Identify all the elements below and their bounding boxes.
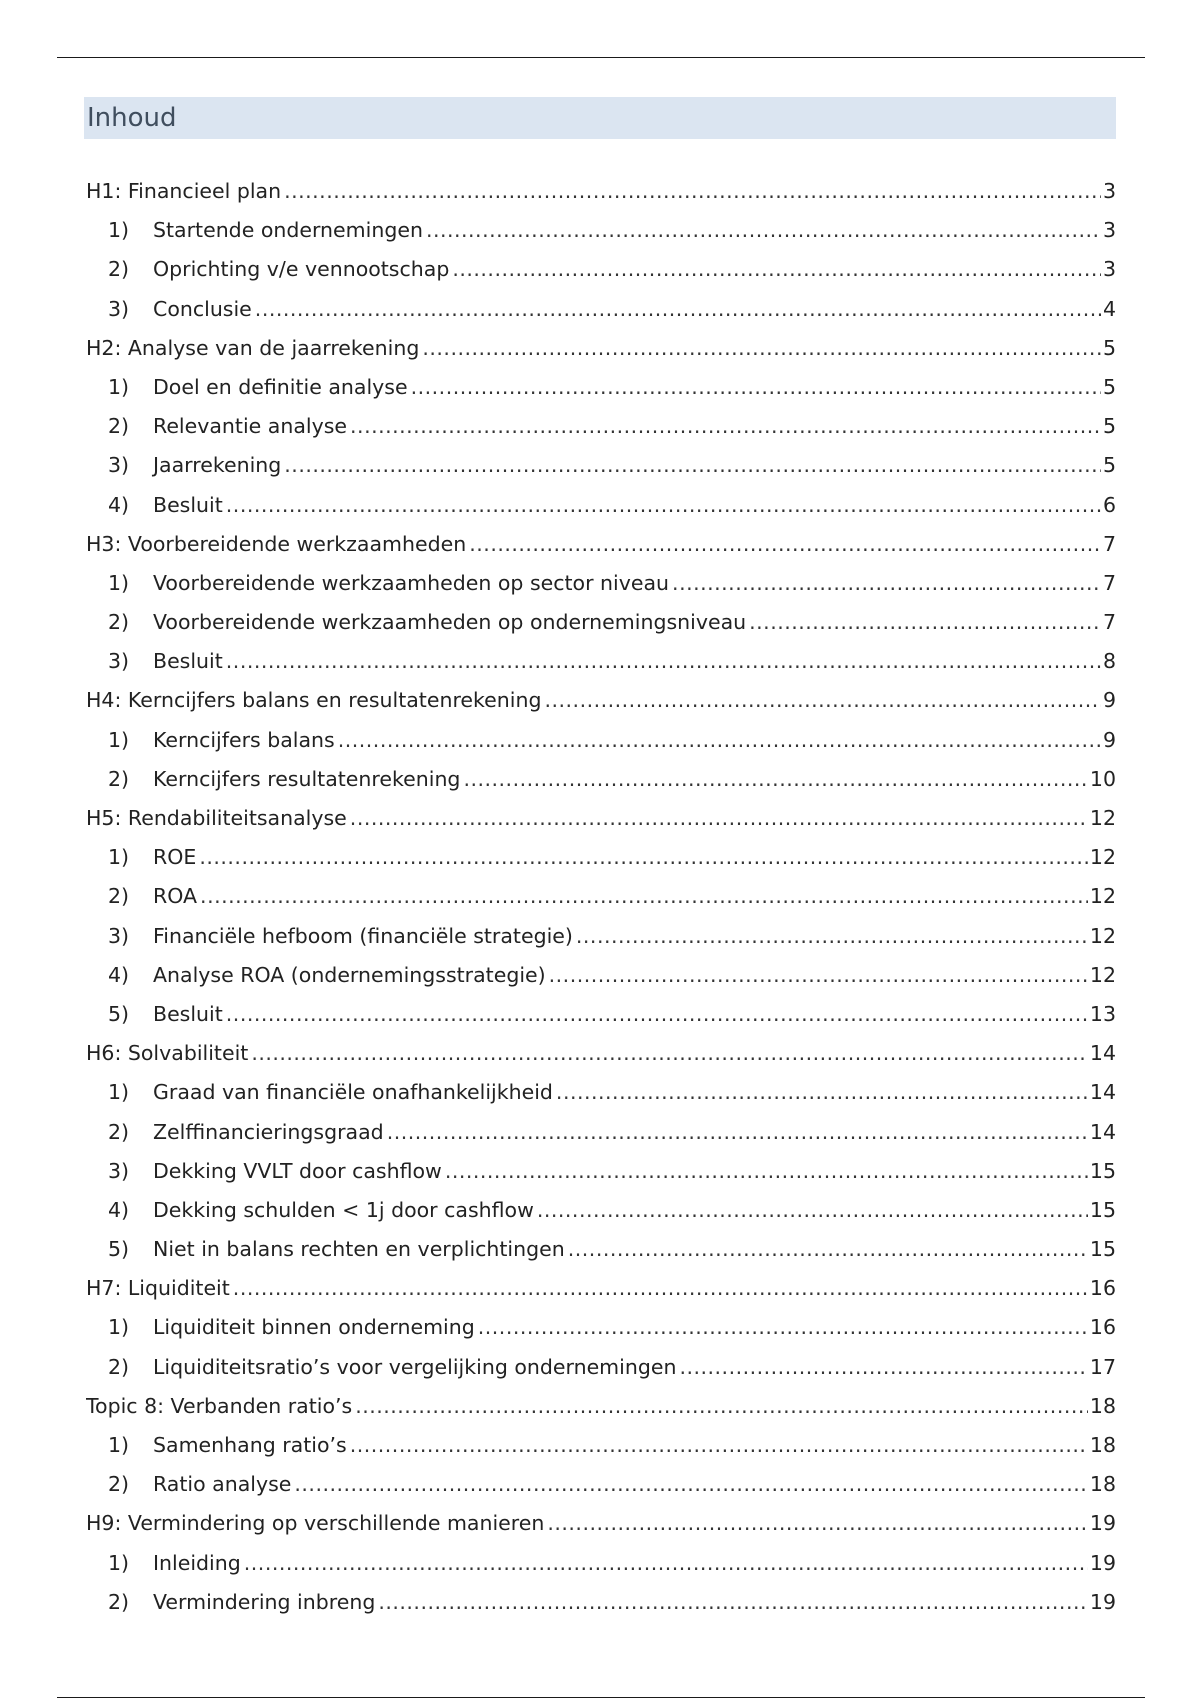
toc-dot-leader <box>576 924 1088 948</box>
toc-dot-leader <box>422 336 1101 360</box>
toc-entry-title: Inleiding <box>153 1550 241 1575</box>
toc-entry-title: Niet in balans rechten en verplichtingen <box>153 1237 565 1262</box>
toc-entry-number: 3) <box>108 296 130 321</box>
toc-chapter-link[interactable] <box>86 1276 1116 1315</box>
toc-entry-title: Besluit <box>153 1001 223 1026</box>
toc-chapter-link[interactable] <box>86 688 1116 727</box>
toc-dot-leader <box>672 571 1101 595</box>
toc-dot-leader <box>294 1472 1088 1496</box>
toc-heading: Inhoud <box>84 97 1116 139</box>
toc-section-link[interactable] <box>86 493 1116 532</box>
toc-chapter-link[interactable] <box>86 806 1116 845</box>
toc-entry-number: 2) <box>108 1589 130 1614</box>
toc-entry-page-number: 12 <box>1089 884 1116 909</box>
toc-entry-title: H2: Analyse van de jaarrekening <box>86 335 420 360</box>
table-of-contents <box>86 179 1116 1629</box>
toc-entry-title: ROA <box>153 884 198 909</box>
toc-entry-number: 2) <box>108 257 130 282</box>
toc-entry-title: Conclusie <box>153 296 252 321</box>
toc-section-link[interactable] <box>86 649 1116 688</box>
toc-dot-leader <box>469 532 1101 556</box>
toc-entry-number: 1) <box>108 218 130 243</box>
toc-entry-title: Besluit <box>153 492 223 517</box>
toc-dot-leader <box>463 767 1087 791</box>
toc-section-link[interactable] <box>86 375 1116 414</box>
toc-entry-title: Liquiditeitsratio’s voor vergelijking ondernemingen <box>153 1354 677 1379</box>
toc-section-link[interactable] <box>86 1237 1116 1276</box>
toc-entry-number: 1) <box>108 1433 130 1457</box>
toc-dot-leader <box>445 1159 1088 1183</box>
toc-entry-page-number: 12 <box>1089 845 1116 870</box>
toc-entry-title: Samenhang ratio’s <box>153 1433 347 1457</box>
toc-entry-page-number: 10 <box>1089 766 1116 791</box>
toc-section-link[interactable] <box>86 924 1116 963</box>
toc-entry-page-number: 15 <box>1089 1237 1116 1262</box>
toc-chapter-link[interactable] <box>86 532 1116 571</box>
toc-entry-number: 1) <box>108 1315 130 1340</box>
toc-entry-title: ROE <box>153 845 197 870</box>
toc-chapter-link[interactable] <box>86 179 1116 218</box>
toc-entry-page-number: 7 <box>1102 610 1116 635</box>
toc-dot-leader <box>350 806 1088 830</box>
toc-entry-title: Analyse ROA (ondernemingsstrategie) <box>153 962 546 987</box>
toc-dot-leader <box>411 375 1101 399</box>
toc-dot-leader <box>452 257 1101 281</box>
toc-dot-leader <box>749 610 1101 634</box>
toc-entry-page-number: 7 <box>1102 570 1116 595</box>
toc-section-link[interactable] <box>86 845 1116 884</box>
toc-entry-title: Dekking schulden < 1j door cashflow <box>153 1197 534 1222</box>
toc-dot-leader <box>537 1198 1088 1222</box>
toc-dot-leader <box>350 414 1101 438</box>
toc-entry-page-number: 12 <box>1089 923 1116 948</box>
toc-entry-title: Voorbereidende werkzaamheden op sector niveau <box>153 570 670 595</box>
toc-entry-title: Jaarrekening <box>153 453 282 478</box>
toc-dot-leader <box>355 1394 1088 1418</box>
toc-entry-title: Oprichting v/e vennootschap <box>153 257 450 282</box>
toc-section-link[interactable] <box>86 1315 1116 1354</box>
toc-entry-title: H5: Rendabiliteitsanalyse <box>86 806 347 830</box>
toc-entry-number: 3) <box>108 923 130 948</box>
toc-entry-title: H7: Liquiditeit <box>86 1276 230 1301</box>
toc-entry-number: 1) <box>108 727 130 752</box>
toc-dot-leader <box>226 1002 1088 1026</box>
toc-chapter-link[interactable] <box>86 1511 1116 1550</box>
header-rule <box>57 57 1145 58</box>
toc-entry-page-number: 3 <box>1102 218 1116 243</box>
toc-entry-page-number: 14 <box>1089 1119 1116 1144</box>
toc-entry-title: Dekking VVLT door cashflow <box>153 1158 442 1183</box>
toc-entry-number: 1) <box>108 570 130 595</box>
toc-entry-title: H9: Vermindering op verschillende manieren <box>86 1511 545 1536</box>
toc-dot-leader <box>284 179 1101 203</box>
toc-entry-page-number: 4 <box>1102 296 1116 321</box>
toc-entry-title: Doel en definitie analyse <box>153 374 408 399</box>
toc-entry-page-number: 8 <box>1102 649 1116 674</box>
toc-entry-number: 4) <box>108 492 130 517</box>
toc-section-link[interactable] <box>86 297 1116 336</box>
toc-section-link[interactable] <box>86 610 1116 649</box>
toc-section-link[interactable] <box>86 218 1116 257</box>
toc-entry-page-number: 12 <box>1089 962 1116 987</box>
toc-dot-leader <box>549 963 1088 987</box>
toc-section-link[interactable] <box>86 1433 1116 1472</box>
toc-entry-title: Zelffinancieringsgraad <box>153 1119 384 1144</box>
toc-dot-leader <box>233 1276 1088 1300</box>
toc-entry-page-number: 5 <box>1102 374 1116 399</box>
toc-entry-title: Graad van financiële onafhankelijkheid <box>153 1080 553 1105</box>
toc-section-link[interactable] <box>86 1551 1116 1590</box>
toc-entry-page-number: 17 <box>1089 1354 1116 1379</box>
toc-dot-leader <box>226 493 1101 517</box>
toc-dot-leader <box>387 1120 1088 1144</box>
toc-section-link[interactable] <box>86 257 1116 296</box>
toc-entry-title: Vermindering inbreng <box>153 1589 376 1614</box>
toc-entry-number: 2) <box>108 884 130 909</box>
toc-dot-leader <box>547 1511 1088 1535</box>
toc-chapter-link[interactable] <box>86 336 1116 375</box>
toc-entry-number: 2) <box>108 1354 130 1379</box>
toc-entry-title: Liquiditeit binnen onderneming <box>153 1315 475 1340</box>
toc-dot-leader <box>544 688 1100 712</box>
toc-dot-leader <box>350 1433 1088 1457</box>
toc-section-link[interactable] <box>86 1472 1116 1511</box>
toc-dot-leader <box>679 1355 1087 1379</box>
toc-entry-page-number: 13 <box>1089 1001 1116 1026</box>
toc-section-link[interactable] <box>86 1159 1116 1198</box>
toc-entry-title: H1: Financieel plan <box>86 179 282 203</box>
toc-entry-page-number: 9 <box>1102 688 1116 713</box>
toc-chapter-link[interactable] <box>86 1394 1116 1433</box>
toc-entry-page-number: 3 <box>1102 257 1116 282</box>
toc-dot-leader <box>226 649 1101 673</box>
toc-entry-page-number: 18 <box>1089 1393 1116 1418</box>
toc-entry-number: 3) <box>108 453 130 478</box>
toc-entry-number: 1) <box>108 1080 130 1105</box>
toc-dot-leader <box>478 1315 1088 1339</box>
toc-entry-page-number: 18 <box>1089 1472 1116 1497</box>
toc-entry-number: 2) <box>108 766 130 791</box>
toc-dot-leader <box>255 297 1101 321</box>
toc-entry-page-number: 7 <box>1102 531 1116 556</box>
toc-section-link[interactable] <box>86 1002 1116 1041</box>
toc-entry-title: Kerncijfers resultatenrekening <box>153 766 461 791</box>
toc-dot-leader <box>556 1080 1088 1104</box>
toc-entry-number: 1) <box>108 1550 130 1575</box>
toc-entry-title: Relevantie analyse <box>153 414 348 439</box>
toc-section-link[interactable] <box>86 1198 1116 1237</box>
toc-dot-leader <box>251 1041 1088 1065</box>
toc-dot-leader <box>378 1590 1088 1614</box>
toc-section-link[interactable] <box>86 963 1116 1002</box>
toc-entry-title: Topic 8: Verbanden ratio’s <box>86 1393 353 1418</box>
toc-entry-page-number: 16 <box>1089 1276 1116 1301</box>
toc-dot-leader <box>426 218 1101 242</box>
toc-entry-page-number: 15 <box>1089 1197 1116 1222</box>
toc-entry-page-number: 19 <box>1089 1511 1116 1536</box>
toc-section-link[interactable] <box>86 767 1116 806</box>
toc-entry-number: 2) <box>108 610 130 635</box>
toc-entry-page-number: 14 <box>1089 1080 1116 1105</box>
toc-entry-number: 2) <box>108 414 130 439</box>
toc-entry-title: H6: Solvabiliteit <box>86 1041 249 1066</box>
toc-entry-number: 2) <box>108 1472 130 1497</box>
toc-section-link[interactable] <box>86 884 1116 923</box>
toc-entry-page-number: 16 <box>1089 1315 1116 1340</box>
toc-entry-number: 2) <box>108 1119 130 1144</box>
toc-section-link[interactable] <box>86 1120 1116 1159</box>
toc-section-link[interactable] <box>86 1355 1116 1394</box>
toc-entry-number: 1) <box>108 845 130 870</box>
toc-section-link[interactable] <box>86 571 1116 610</box>
toc-dot-leader <box>338 728 1101 752</box>
toc-entry-number: 1) <box>108 374 130 399</box>
toc-entry-title: Besluit <box>153 649 223 674</box>
toc-chapter-link[interactable] <box>86 1041 1116 1080</box>
toc-section-link[interactable] <box>86 1080 1116 1119</box>
toc-dot-leader <box>284 453 1101 477</box>
toc-entry-page-number: 6 <box>1102 492 1116 517</box>
toc-entry-page-number: 14 <box>1089 1041 1116 1066</box>
toc-entry-title: Kerncijfers balans <box>153 727 335 752</box>
toc-entry-number: 5) <box>108 1237 130 1262</box>
toc-entry-page-number: 5 <box>1102 335 1116 360</box>
toc-entry-page-number: 9 <box>1102 727 1116 752</box>
toc-dot-leader <box>244 1551 1088 1575</box>
toc-entry-page-number: 5 <box>1102 414 1116 439</box>
toc-section-link[interactable] <box>86 728 1116 767</box>
toc-entry-title: H3: Voorbereidende werkzaamheden <box>86 531 467 556</box>
toc-entry-page-number: 19 <box>1089 1550 1116 1575</box>
toc-entry-number: 4) <box>108 962 130 987</box>
toc-entry-title: H4: Kerncijfers balans en resultatenrekening <box>86 688 542 713</box>
toc-dot-leader <box>568 1237 1088 1261</box>
toc-entry-number: 4) <box>108 1197 130 1222</box>
toc-dot-leader <box>199 845 1088 869</box>
toc-section-link[interactable] <box>86 414 1116 453</box>
toc-dot-leader <box>200 884 1088 908</box>
toc-entry-number: 5) <box>108 1001 130 1026</box>
toc-entry-page-number: 15 <box>1089 1158 1116 1183</box>
toc-entry-title: Voorbereidende werkzaamheden op ondernemingsniveau <box>153 610 747 635</box>
toc-entry-title: Ratio analyse <box>153 1472 292 1497</box>
toc-entry-page-number: 18 <box>1089 1433 1116 1457</box>
toc-entry-number: 3) <box>108 1158 130 1183</box>
toc-entry-number: 3) <box>108 649 130 674</box>
toc-entry-page-number: 3 <box>1102 179 1116 203</box>
toc-entry-title: Startende ondernemingen <box>153 218 423 243</box>
footer-rule <box>57 1697 1145 1698</box>
toc-entry-page-number: 19 <box>1089 1589 1116 1614</box>
toc-entry-page-number: 5 <box>1102 453 1116 478</box>
toc-entry-page-number: 12 <box>1089 806 1116 830</box>
toc-section-link[interactable] <box>86 453 1116 492</box>
toc-section-link[interactable] <box>86 1590 1116 1629</box>
toc-entry-title: Financiële hefboom (financiële strategie) <box>153 923 573 948</box>
